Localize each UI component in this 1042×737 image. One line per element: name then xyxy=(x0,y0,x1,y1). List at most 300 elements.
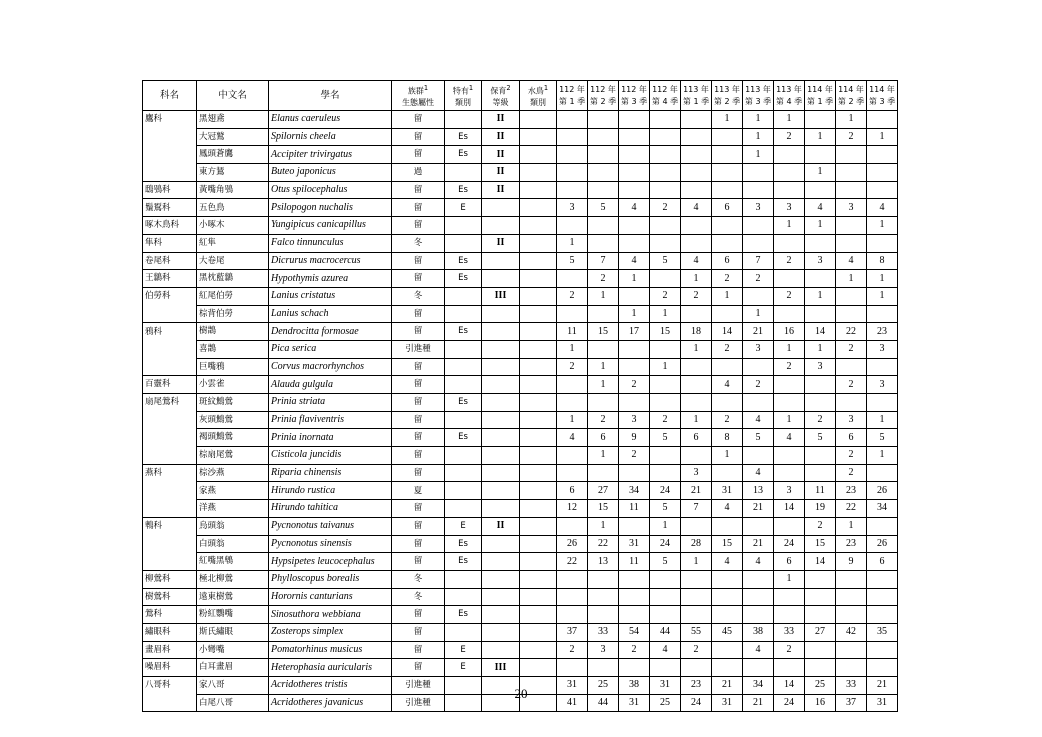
count-cell: 14 xyxy=(712,323,743,341)
count-cell xyxy=(805,394,836,412)
status-cell: 過 xyxy=(392,164,445,182)
conservation-cell xyxy=(482,535,520,553)
count-cell: 1 xyxy=(588,287,619,305)
table-row xyxy=(143,217,898,235)
count-cell: 7 xyxy=(743,252,774,270)
count-cell: 4 xyxy=(805,199,836,217)
family-cell xyxy=(143,447,197,465)
table-row xyxy=(143,482,898,500)
family-cell: 畫眉科 xyxy=(143,641,197,659)
chinese-name-cell: 斑紋鷦鶯 xyxy=(197,394,269,412)
count-cell: 1 xyxy=(588,517,619,535)
count-cell: 24 xyxy=(774,535,805,553)
family-cell: 百靈科 xyxy=(143,376,197,394)
count-cell xyxy=(836,394,867,412)
conservation-cell: II xyxy=(482,164,520,182)
count-cell xyxy=(650,464,681,482)
count-cell: 1 xyxy=(867,217,898,235)
conservation-cell xyxy=(482,641,520,659)
status-cell: 冬 xyxy=(392,588,445,606)
family-cell: 八哥科 xyxy=(143,677,197,695)
scientific-name-cell: Corvus macrorhynchos xyxy=(269,358,392,376)
family-cell xyxy=(143,340,197,358)
count-cell: 6 xyxy=(712,252,743,270)
count-cell: 1 xyxy=(867,447,898,465)
family-cell xyxy=(143,482,197,500)
count-cell: 1 xyxy=(805,128,836,146)
family-cell: 柳鶯科 xyxy=(143,570,197,588)
chinese-name-cell: 斯氏繡眼 xyxy=(197,623,269,641)
count-cell xyxy=(743,217,774,235)
chinese-name-cell: 鳳頭蒼鷹 xyxy=(197,146,269,164)
count-cell: 1 xyxy=(805,287,836,305)
status-cell: 留 xyxy=(392,517,445,535)
count-cell xyxy=(650,217,681,235)
status-cell: 留 xyxy=(392,217,445,235)
conservation-cell: II xyxy=(482,517,520,535)
count-cell xyxy=(650,128,681,146)
count-cell: 3 xyxy=(743,199,774,217)
family-cell: 繡眼科 xyxy=(143,623,197,641)
family-cell: 鶯科 xyxy=(143,606,197,624)
chinese-name-cell: 白尾八哥 xyxy=(197,694,269,712)
count-cell xyxy=(867,517,898,535)
count-cell xyxy=(712,181,743,199)
table-row xyxy=(143,500,898,518)
count-cell xyxy=(650,606,681,624)
table-row xyxy=(143,394,898,412)
conservation-cell xyxy=(482,606,520,624)
count-cell: 31 xyxy=(557,677,588,695)
count-cell xyxy=(557,111,588,129)
count-cell: 1 xyxy=(681,553,712,571)
waterbird-cell xyxy=(520,128,557,146)
count-cell: 9 xyxy=(619,429,650,447)
count-cell xyxy=(619,111,650,129)
status-cell: 留 xyxy=(392,623,445,641)
count-cell xyxy=(557,146,588,164)
count-cell: 3 xyxy=(867,376,898,394)
header-quarter: 114 年 第 2 季 xyxy=(836,81,867,111)
count-cell xyxy=(588,146,619,164)
table-row xyxy=(143,641,898,659)
count-cell xyxy=(712,146,743,164)
count-cell xyxy=(712,394,743,412)
count-cell: 26 xyxy=(557,535,588,553)
count-cell: 1 xyxy=(712,287,743,305)
count-cell: 24 xyxy=(650,482,681,500)
family-cell: 卷尾科 xyxy=(143,252,197,270)
count-cell: 14 xyxy=(774,500,805,518)
count-cell xyxy=(557,128,588,146)
count-cell xyxy=(650,111,681,129)
table-row xyxy=(143,464,898,482)
waterbird-cell xyxy=(520,394,557,412)
count-cell xyxy=(557,376,588,394)
count-cell: 24 xyxy=(774,694,805,712)
waterbird-cell xyxy=(520,323,557,341)
count-cell xyxy=(836,659,867,677)
header-scientific-name: 學名 xyxy=(269,81,392,111)
table-row xyxy=(143,128,898,146)
count-cell xyxy=(588,464,619,482)
endemic-cell xyxy=(445,588,482,606)
count-cell: 4 xyxy=(743,411,774,429)
count-cell: 2 xyxy=(774,358,805,376)
count-cell xyxy=(774,146,805,164)
count-cell xyxy=(836,287,867,305)
count-cell xyxy=(743,447,774,465)
count-cell: 2 xyxy=(836,464,867,482)
count-cell: 5 xyxy=(743,429,774,447)
chinese-name-cell: 家八哥 xyxy=(197,677,269,695)
count-cell xyxy=(774,394,805,412)
count-cell: 2 xyxy=(805,517,836,535)
count-cell: 33 xyxy=(836,677,867,695)
conservation-cell xyxy=(482,270,520,288)
table-row xyxy=(143,659,898,677)
scientific-name-cell: Prinia inornata xyxy=(269,429,392,447)
table-row xyxy=(143,146,898,164)
endemic-cell xyxy=(445,570,482,588)
scientific-name-cell: Spilornis cheela xyxy=(269,128,392,146)
count-cell xyxy=(836,217,867,235)
count-cell xyxy=(681,517,712,535)
count-cell: 1 xyxy=(867,287,898,305)
count-cell: 14 xyxy=(805,553,836,571)
count-cell: 1 xyxy=(743,111,774,129)
count-cell: 4 xyxy=(743,553,774,571)
count-cell xyxy=(743,588,774,606)
status-cell: 留 xyxy=(392,429,445,447)
chinese-name-cell: 灰頭鷦鶯 xyxy=(197,411,269,429)
count-cell: 1 xyxy=(619,305,650,323)
waterbird-cell xyxy=(520,588,557,606)
count-cell xyxy=(836,164,867,182)
count-cell xyxy=(619,146,650,164)
count-cell xyxy=(774,517,805,535)
waterbird-cell xyxy=(520,447,557,465)
count-cell: 2 xyxy=(588,270,619,288)
header-conservation: 保育$^2$ 等級 xyxy=(482,81,520,111)
count-cell xyxy=(743,358,774,376)
scientific-name-cell: Falco tinnunculus xyxy=(269,234,392,252)
endemic-cell xyxy=(445,358,482,376)
count-cell xyxy=(774,270,805,288)
count-cell: 5 xyxy=(650,553,681,571)
scientific-name-cell: Alauda gulgula xyxy=(269,376,392,394)
status-cell: 留 xyxy=(392,641,445,659)
count-cell: 1 xyxy=(588,447,619,465)
count-cell: 1 xyxy=(650,517,681,535)
family-cell: 隼科 xyxy=(143,234,197,252)
endemic-cell xyxy=(445,623,482,641)
table-row xyxy=(143,287,898,305)
table-row xyxy=(143,164,898,182)
status-cell: 留 xyxy=(392,376,445,394)
waterbird-cell xyxy=(520,464,557,482)
chinese-name-cell: 極北柳鶯 xyxy=(197,570,269,588)
count-cell xyxy=(867,146,898,164)
count-cell: 34 xyxy=(743,677,774,695)
count-cell xyxy=(774,588,805,606)
endemic-cell: Es xyxy=(445,252,482,270)
endemic-cell: Es xyxy=(445,553,482,571)
chinese-name-cell: 棕沙燕 xyxy=(197,464,269,482)
endemic-cell xyxy=(445,376,482,394)
endemic-cell xyxy=(445,305,482,323)
count-cell: 4 xyxy=(712,553,743,571)
waterbird-cell xyxy=(520,234,557,252)
count-cell xyxy=(681,358,712,376)
count-cell: 37 xyxy=(836,694,867,712)
count-cell: 22 xyxy=(836,323,867,341)
table-row xyxy=(143,429,898,447)
count-cell: 4 xyxy=(743,641,774,659)
scientific-name-cell: Heterophasia auricularis xyxy=(269,659,392,677)
count-cell: 4 xyxy=(619,252,650,270)
count-cell xyxy=(712,606,743,624)
count-cell: 1 xyxy=(588,376,619,394)
count-cell: 1 xyxy=(681,340,712,358)
table-row xyxy=(143,111,898,129)
scientific-name-cell: Cisticola juncidis xyxy=(269,447,392,465)
conservation-cell xyxy=(482,447,520,465)
count-cell: 1 xyxy=(712,111,743,129)
header-quarter: 112 年 第 2 季 xyxy=(588,81,619,111)
waterbird-cell xyxy=(520,623,557,641)
count-cell xyxy=(805,659,836,677)
count-cell xyxy=(867,570,898,588)
count-cell: 3 xyxy=(588,641,619,659)
count-cell xyxy=(588,305,619,323)
count-cell xyxy=(836,358,867,376)
family-cell: 樹鶯科 xyxy=(143,588,197,606)
count-cell: 1 xyxy=(774,340,805,358)
count-cell: 1 xyxy=(681,270,712,288)
count-cell: 22 xyxy=(836,500,867,518)
count-cell: 31 xyxy=(619,535,650,553)
chinese-name-cell: 紅尾伯勞 xyxy=(197,287,269,305)
scientific-name-cell: Acridotheres tristis xyxy=(269,677,392,695)
count-cell: 21 xyxy=(681,482,712,500)
count-cell: 42 xyxy=(836,623,867,641)
chinese-name-cell: 小彎嘴 xyxy=(197,641,269,659)
count-cell: 1 xyxy=(836,517,867,535)
status-cell: 留 xyxy=(392,535,445,553)
waterbird-cell xyxy=(520,429,557,447)
count-cell xyxy=(805,146,836,164)
count-cell xyxy=(650,181,681,199)
count-cell: 19 xyxy=(805,500,836,518)
count-cell: 5 xyxy=(650,429,681,447)
count-cell: 15 xyxy=(650,323,681,341)
scientific-name-cell: Hypothymis azurea xyxy=(269,270,392,288)
count-cell xyxy=(712,164,743,182)
family-cell: 鵯科 xyxy=(143,517,197,535)
count-cell xyxy=(774,606,805,624)
count-cell: 15 xyxy=(805,535,836,553)
count-cell: 1 xyxy=(774,217,805,235)
count-cell xyxy=(774,164,805,182)
count-cell xyxy=(619,606,650,624)
count-cell xyxy=(805,464,836,482)
count-cell: 25 xyxy=(650,694,681,712)
count-cell: 31 xyxy=(867,694,898,712)
count-cell: 15 xyxy=(712,535,743,553)
count-cell xyxy=(867,659,898,677)
count-cell: 5 xyxy=(650,500,681,518)
count-cell xyxy=(681,181,712,199)
endemic-cell: E xyxy=(445,659,482,677)
count-cell: 23 xyxy=(836,535,867,553)
count-cell xyxy=(836,570,867,588)
status-cell: 留 xyxy=(392,199,445,217)
count-cell: 21 xyxy=(743,323,774,341)
endemic-cell: Es xyxy=(445,429,482,447)
count-cell xyxy=(681,128,712,146)
count-cell: 5 xyxy=(650,252,681,270)
count-cell: 3 xyxy=(743,340,774,358)
count-cell xyxy=(743,570,774,588)
count-cell xyxy=(650,570,681,588)
conservation-cell xyxy=(482,500,520,518)
count-cell xyxy=(557,606,588,624)
count-cell: 14 xyxy=(805,323,836,341)
header-waterbird: 水鳥$^1$ 類別 xyxy=(520,81,557,111)
count-cell xyxy=(681,606,712,624)
count-cell: 3 xyxy=(774,199,805,217)
table-row xyxy=(143,199,898,217)
count-cell: 2 xyxy=(774,287,805,305)
chinese-name-cell: 五色鳥 xyxy=(197,199,269,217)
count-cell xyxy=(619,217,650,235)
count-cell xyxy=(681,447,712,465)
count-cell: 1 xyxy=(557,411,588,429)
waterbird-cell xyxy=(520,535,557,553)
conservation-cell xyxy=(482,464,520,482)
waterbird-cell xyxy=(520,358,557,376)
header-quarter: 114 年 第 3 季 xyxy=(867,81,898,111)
endemic-cell xyxy=(445,234,482,252)
scientific-name-cell: Phylloscopus borealis xyxy=(269,570,392,588)
chinese-name-cell: 棕扇尾鶯 xyxy=(197,447,269,465)
count-cell: 37 xyxy=(557,623,588,641)
count-cell xyxy=(774,181,805,199)
count-cell xyxy=(774,376,805,394)
count-cell: 24 xyxy=(681,694,712,712)
count-cell: 13 xyxy=(588,553,619,571)
count-cell: 2 xyxy=(774,252,805,270)
count-cell xyxy=(805,570,836,588)
waterbird-cell xyxy=(520,287,557,305)
count-cell: 4 xyxy=(743,464,774,482)
scientific-name-cell: Buteo japonicus xyxy=(269,164,392,182)
header-family: 科名 xyxy=(143,81,197,111)
count-cell: 1 xyxy=(867,128,898,146)
conservation-cell xyxy=(482,570,520,588)
count-cell xyxy=(743,606,774,624)
status-cell: 引進種 xyxy=(392,340,445,358)
count-cell xyxy=(650,146,681,164)
count-cell: 23 xyxy=(681,677,712,695)
endemic-cell: E xyxy=(445,517,482,535)
chinese-name-cell: 黑翅鳶 xyxy=(197,111,269,129)
header-endemic: 特有$^1$ 類別 xyxy=(445,81,482,111)
header-group: 族群$^1$ 生態屬性 xyxy=(392,81,445,111)
count-cell: 11 xyxy=(619,553,650,571)
endemic-cell: Es xyxy=(445,606,482,624)
scientific-name-cell: Hypsipetes leucocephalus xyxy=(269,553,392,571)
waterbird-cell xyxy=(520,199,557,217)
conservation-cell: II xyxy=(482,146,520,164)
endemic-cell xyxy=(445,217,482,235)
count-cell: 26 xyxy=(867,535,898,553)
count-cell: 2 xyxy=(619,447,650,465)
count-cell: 23 xyxy=(867,323,898,341)
waterbird-cell xyxy=(520,482,557,500)
count-cell: 4 xyxy=(712,376,743,394)
conservation-cell: II xyxy=(482,111,520,129)
conservation-cell xyxy=(482,411,520,429)
count-cell xyxy=(681,659,712,677)
count-cell xyxy=(681,376,712,394)
conservation-cell: III xyxy=(482,287,520,305)
count-cell xyxy=(588,340,619,358)
status-cell: 留 xyxy=(392,305,445,323)
chinese-name-cell: 黃嘴角鴞 xyxy=(197,181,269,199)
waterbird-cell xyxy=(520,164,557,182)
family-cell xyxy=(143,146,197,164)
count-cell xyxy=(712,517,743,535)
conservation-cell xyxy=(482,252,520,270)
count-cell xyxy=(712,305,743,323)
count-cell xyxy=(836,146,867,164)
scientific-name-cell: Prinia flaviventris xyxy=(269,411,392,429)
count-cell: 23 xyxy=(836,482,867,500)
status-cell: 留 xyxy=(392,447,445,465)
count-cell xyxy=(774,305,805,323)
count-cell: 3 xyxy=(836,411,867,429)
count-cell xyxy=(650,588,681,606)
chinese-name-cell: 小啄木 xyxy=(197,217,269,235)
count-cell: 45 xyxy=(712,623,743,641)
status-cell: 留 xyxy=(392,553,445,571)
chinese-name-cell: 黑枕藍鶲 xyxy=(197,270,269,288)
scientific-name-cell: Accipiter trivirgatus xyxy=(269,146,392,164)
waterbird-cell xyxy=(520,376,557,394)
scientific-name-cell: Prinia striata xyxy=(269,394,392,412)
status-cell: 留 xyxy=(392,111,445,129)
waterbird-cell xyxy=(520,111,557,129)
count-cell xyxy=(588,394,619,412)
count-cell xyxy=(557,588,588,606)
count-cell: 1 xyxy=(805,164,836,182)
count-cell: 2 xyxy=(588,411,619,429)
family-cell xyxy=(143,358,197,376)
count-cell: 1 xyxy=(588,358,619,376)
conservation-cell xyxy=(482,553,520,571)
count-cell xyxy=(867,164,898,182)
count-cell xyxy=(588,181,619,199)
count-cell: 11 xyxy=(805,482,836,500)
scientific-name-cell: Acridotheres javanicus xyxy=(269,694,392,712)
count-cell xyxy=(774,464,805,482)
count-cell xyxy=(805,111,836,129)
count-cell: 2 xyxy=(557,358,588,376)
waterbird-cell xyxy=(520,517,557,535)
count-cell xyxy=(619,570,650,588)
